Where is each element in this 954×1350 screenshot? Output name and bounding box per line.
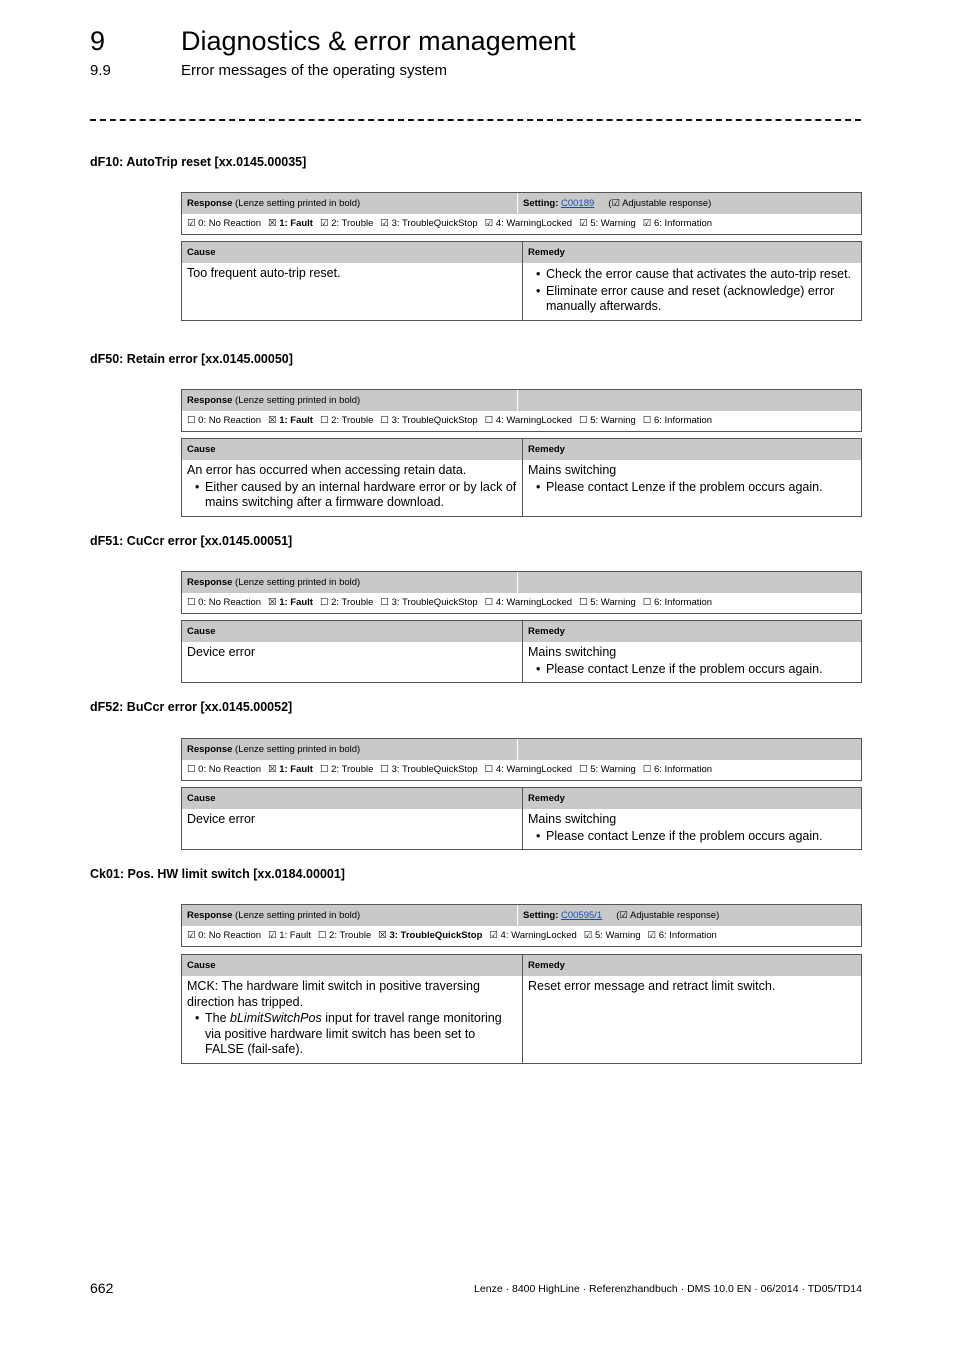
remedy-body (523, 976, 861, 999)
remedy-body (523, 460, 861, 500)
option-label: 0: No Reaction (198, 415, 262, 426)
remedy-bullet: • Please contact Lenze if the problem occurs again. (546, 829, 856, 845)
option-label: 4: WarningLocked (495, 415, 573, 426)
response-table (181, 389, 862, 432)
response-option (268, 597, 313, 608)
response-option (579, 218, 636, 229)
response-option (485, 415, 572, 426)
cause-column (182, 439, 523, 516)
remedy-bullet: • Please contact Lenze if the problem occurs again. (546, 662, 856, 678)
response-option (380, 415, 477, 426)
cause-bullet: • Either caused by an internal hardware error or by lack of mains switching after a firmware download. (205, 480, 517, 511)
checkbox-icon: ☑ (583, 930, 593, 941)
checkbox-icon: ☑ (187, 218, 196, 229)
checkbox-icon: ☑ (647, 930, 657, 941)
remedy-text: Reset error message and retract limit switch. (528, 979, 776, 993)
cause-bullet-post: input for travel range monitoring via positive hardware limit switch has been set to FALSE (fail-safe). (205, 1011, 502, 1056)
response-note: (Lenze setting printed in bold) (235, 577, 361, 588)
option-label: 2: Trouble (331, 415, 374, 426)
option-label: 3: TroubleQuickStop (389, 930, 483, 941)
checkbox-icon: ☐ (380, 597, 389, 608)
cause-column (182, 788, 523, 849)
option-label: 1: Fault (279, 415, 313, 426)
response-option (489, 930, 576, 941)
checkbox-icon: ☑ (268, 930, 277, 941)
cause-text: Device error (187, 812, 256, 826)
setting-label: Setting: (523, 198, 559, 209)
response-option (380, 597, 477, 608)
remedy-column (523, 788, 861, 849)
cause-header: Cause (182, 621, 522, 642)
response-label: Response (187, 395, 233, 406)
response-option (485, 218, 572, 229)
option-label: 5: Warning (590, 218, 636, 229)
checkbox-icon: ☑ (319, 218, 329, 229)
response-option (579, 764, 636, 775)
error-title: Ck01: Pos. HW limit switch [xx.0184.00001] (90, 867, 345, 881)
checkbox-icon: ☐ (579, 415, 588, 426)
option-label: 0: No Reaction (198, 930, 262, 941)
response-option (187, 597, 261, 608)
option-label: 5: Warning (594, 930, 641, 941)
option-label: 6: Information (653, 597, 713, 608)
checkbox-icon: ☐ (317, 930, 327, 941)
signal-name: bLimitSwitchPos (230, 1011, 322, 1025)
cause-body (182, 460, 522, 516)
remedy-body (523, 642, 861, 682)
response-options (182, 214, 861, 234)
checkbox-icon: ☒ (268, 415, 277, 426)
option-label: 3: TroubleQuickStop (391, 597, 478, 608)
response-options (182, 593, 861, 613)
remedy-text: Mains switching (528, 812, 617, 826)
option-label: 5: Warning (590, 764, 636, 775)
checkbox-icon: ☐ (187, 597, 196, 608)
remedy-header: Remedy (523, 242, 861, 263)
response-option (268, 415, 313, 426)
option-label: 0: No Reaction (198, 597, 262, 608)
response-header-left (182, 905, 518, 926)
cause-column (182, 955, 523, 1063)
response-note: (Lenze setting printed in bold) (235, 744, 361, 755)
remedy-bullets (528, 267, 856, 315)
response-label: Response (187, 910, 233, 921)
checkbox-icon: ☐ (319, 597, 329, 608)
option-label: 3: TroubleQuickStop (391, 415, 478, 426)
response-header-left (182, 390, 518, 411)
option-label: 3: TroubleQuickStop (391, 218, 478, 229)
checkbox-icon: ☒ (268, 218, 277, 229)
response-label: Response (187, 198, 233, 209)
response-option (187, 218, 261, 229)
remedy-body (523, 263, 861, 320)
checkbox-icon: ☑ (187, 930, 196, 941)
checkbox-icon: ☑ (380, 218, 389, 229)
setting-code-link[interactable]: C00595/1 (561, 910, 603, 921)
remedy-header: Remedy (523, 788, 861, 809)
checkbox-icon: ☑ (484, 218, 494, 229)
response-option (320, 597, 373, 608)
remedy-body (523, 809, 861, 849)
option-label: 6: Information (653, 415, 713, 426)
checkbox-icon: ☐ (579, 597, 588, 608)
response-table (181, 192, 862, 235)
remedy-column (523, 439, 861, 516)
cause-bullet (205, 1011, 517, 1058)
remedy-bullet: • Check the error cause that activates the auto-trip reset. (546, 267, 856, 283)
checkbox-icon: ☐ (579, 764, 588, 775)
cause-body (182, 642, 522, 665)
cause-header: Cause (182, 955, 522, 976)
setting-label: Setting: (523, 910, 559, 921)
response-option (380, 764, 477, 775)
error-title: dF51: CuCcr error [xx.0145.00051] (90, 534, 293, 548)
cause-header: Cause (182, 439, 522, 460)
checkbox-icon: ☒ (268, 764, 277, 775)
response-option (485, 597, 572, 608)
remedy-column (523, 242, 861, 320)
option-label: 6: Information (658, 930, 717, 941)
option-label: 6: Information (653, 764, 713, 775)
response-header-right (518, 390, 861, 411)
response-option (643, 415, 712, 426)
option-label: 4: WarningLocked (500, 930, 577, 941)
cause-header: Cause (182, 788, 522, 809)
response-header (182, 739, 861, 760)
checkbox-icon: ☐ (484, 597, 494, 608)
response-option (584, 930, 641, 941)
option-label: 5: Warning (590, 597, 636, 608)
response-option (187, 764, 261, 775)
cause-text: Too frequent auto-trip reset. (187, 266, 341, 280)
response-options (182, 760, 861, 780)
checkbox-icon: ☐ (319, 764, 329, 775)
response-header-right (518, 193, 861, 214)
response-label: Response (187, 744, 233, 755)
cause-remedy-table (181, 954, 862, 1064)
response-header (182, 905, 861, 926)
response-option (643, 597, 712, 608)
option-label: 2: Trouble (331, 597, 374, 608)
option-label: 4: WarningLocked (495, 218, 573, 229)
document-info: Lenze · 8400 HighLine · Referenzhandbuch · DMS 10.0 EN · 06/2014 · TD05/TD14 (474, 1283, 862, 1295)
response-option (187, 415, 261, 426)
option-label: 1: Fault (279, 764, 313, 775)
option-label: 1: Fault (279, 597, 313, 608)
option-label: 2: Trouble (331, 764, 374, 775)
remedy-header: Remedy (523, 621, 861, 642)
checkbox-icon: ☐ (187, 415, 196, 426)
response-header-right (518, 572, 861, 593)
cause-remedy-table (181, 438, 862, 517)
response-option (268, 218, 313, 229)
response-option (268, 930, 311, 941)
response-note: (Lenze setting printed in bold) (235, 910, 361, 921)
checkbox-icon: ☐ (642, 597, 652, 608)
cause-remedy-table (181, 241, 862, 321)
adjustable-note: (☑ Adjustable response) (616, 910, 720, 921)
chapter-number: 9 (90, 26, 106, 56)
checkbox-icon: ☐ (380, 764, 389, 775)
response-option (380, 218, 477, 229)
option-label: 2: Trouble (331, 218, 374, 229)
cause-bullets (187, 1011, 517, 1058)
response-option (187, 930, 261, 941)
cause-bullet-pre: The (205, 1011, 231, 1025)
remedy-text: Mains switching (528, 463, 617, 477)
remedy-bullet: • Eliminate error cause and reset (acknowledge) error manually afterwards. (546, 284, 856, 315)
cause-header: Cause (182, 242, 522, 263)
response-header (182, 390, 861, 411)
remedy-bullets (528, 480, 856, 496)
checkbox-icon: ☑ (489, 930, 498, 941)
checkbox-icon: ☐ (380, 415, 389, 426)
response-note: (Lenze setting printed in bold) (235, 198, 361, 209)
response-note: (Lenze setting printed in bold) (235, 395, 361, 406)
response-table (181, 738, 862, 781)
response-options (182, 926, 861, 946)
response-table (181, 571, 862, 614)
checkbox-icon: ☐ (484, 415, 494, 426)
checkbox-icon: ☐ (484, 764, 494, 775)
response-option (320, 218, 373, 229)
response-option (485, 764, 572, 775)
option-label: 3: TroubleQuickStop (391, 764, 478, 775)
checkbox-icon: ☐ (642, 764, 652, 775)
remedy-text: Mains switching (528, 645, 617, 659)
response-header-left (182, 739, 518, 760)
response-header-right (518, 739, 861, 760)
cause-text: MCK: The hardware limit switch in positive traversing direction has tripped. (187, 979, 480, 1009)
section-title: Error messages of the operating system (181, 62, 447, 79)
option-label: 0: No Reaction (198, 764, 262, 775)
option-label: 1: Fault (279, 218, 313, 229)
response-option (643, 218, 712, 229)
checkbox-icon: ☒ (268, 597, 277, 608)
cause-body (182, 809, 522, 832)
option-label: 6: Information (653, 218, 713, 229)
cause-text: An error has occurred when accessing retain data. (187, 463, 467, 477)
remedy-bullet: • Please contact Lenze if the problem occurs again. (546, 480, 856, 496)
response-header-right (518, 905, 861, 926)
checkbox-icon: ☐ (187, 764, 196, 775)
response-option (648, 930, 717, 941)
checkbox-icon: ☐ (642, 415, 652, 426)
response-header (182, 572, 861, 593)
response-option (378, 930, 482, 941)
error-title: dF52: BuCcr error [xx.0145.00052] (90, 700, 293, 714)
checkbox-icon: ☑ (579, 218, 588, 229)
option-label: 5: Warning (590, 415, 636, 426)
error-title: dF50: Retain error [xx.0145.00050] (90, 352, 293, 366)
cause-column (182, 242, 523, 320)
option-label: 1: Fault (279, 930, 311, 941)
remedy-bullets (528, 829, 856, 845)
remedy-header: Remedy (523, 955, 861, 976)
header-divider (90, 119, 861, 121)
response-options (182, 411, 861, 431)
cause-remedy-table (181, 620, 862, 683)
cause-column (182, 621, 523, 682)
cause-body (182, 976, 522, 1063)
response-option (320, 415, 373, 426)
setting-code-link[interactable]: C00189 (561, 198, 595, 209)
response-header-left (182, 193, 518, 214)
remedy-column (523, 621, 861, 682)
cause-body (182, 263, 522, 286)
chapter-title: Diagnostics & error management (181, 26, 576, 56)
checkbox-icon: ☑ (642, 218, 652, 229)
response-option (268, 764, 313, 775)
cause-bullets (187, 480, 517, 511)
response-option (320, 764, 373, 775)
section-number: 9.9 (90, 62, 111, 79)
page-number: 662 (90, 1280, 114, 1296)
option-label: 0: No Reaction (198, 218, 262, 229)
response-option (579, 597, 636, 608)
checkbox-icon: ☒ (378, 930, 387, 941)
remedy-column (523, 955, 861, 1063)
response-option (643, 764, 712, 775)
response-option (579, 415, 636, 426)
response-header-left (182, 572, 518, 593)
cause-remedy-table (181, 787, 862, 850)
checkbox-icon: ☐ (319, 415, 329, 426)
response-option (318, 930, 371, 941)
option-label: 4: WarningLocked (495, 764, 573, 775)
option-label: 4: WarningLocked (495, 597, 573, 608)
error-title: dF10: AutoTrip reset [xx.0145.00035] (90, 155, 307, 169)
cause-text: Device error (187, 645, 256, 659)
option-label: 2: Trouble (329, 930, 372, 941)
remedy-header: Remedy (523, 439, 861, 460)
adjustable-note: (☑ Adjustable response) (608, 198, 712, 209)
response-header (182, 193, 861, 214)
response-table (181, 904, 862, 947)
response-label: Response (187, 577, 233, 588)
remedy-bullets (528, 662, 856, 678)
